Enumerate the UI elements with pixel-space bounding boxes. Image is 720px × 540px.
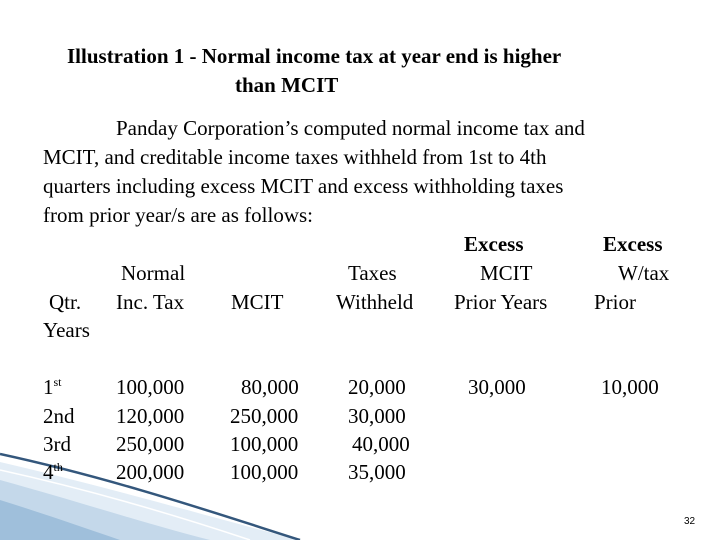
- row-1-quarter: 1st: [43, 375, 62, 399]
- header-excess-wtax-1: Excess: [603, 232, 663, 256]
- row-3-mcit: 100,000: [230, 432, 299, 456]
- row-2-quarter: 2nd: [43, 404, 75, 428]
- header-excess-wtax-3: Prior: [594, 290, 636, 314]
- header-taxes-1: Taxes: [348, 261, 397, 285]
- header-normal-1: Normal: [121, 261, 186, 285]
- row-4-normal: 200,000: [116, 460, 185, 484]
- paragraph-line-3: quarters including excess MCIT and excess withholding taxes: [43, 174, 564, 198]
- row-2-normal: 120,000: [116, 404, 185, 428]
- row-1-excess-wtax: 10,000: [601, 375, 659, 399]
- header-years: Years: [43, 318, 90, 342]
- row-4-quarter: 4th: [43, 460, 63, 484]
- row-1-mcit: 80,000: [241, 375, 299, 399]
- header-taxes-2: Withheld: [336, 290, 414, 314]
- header-excess-mcit-1: Excess: [464, 232, 524, 256]
- row-4-mcit: 100,000: [230, 460, 299, 484]
- row-1-withheld: 20,000: [348, 375, 406, 399]
- paragraph-line-1: Panday Corporation’s computed normal income tax and: [116, 116, 585, 140]
- row-2-mcit: 250,000: [230, 404, 299, 428]
- header-normal-2: Inc. Tax: [116, 290, 185, 314]
- row-4-withheld: 35,000: [348, 460, 406, 484]
- row-3-withheld: 40,000: [352, 432, 410, 456]
- page-number: 32: [684, 516, 696, 527]
- row-3-quarter: 3rd: [43, 432, 71, 456]
- header-excess-mcit-3: Prior Years: [454, 290, 548, 314]
- header-excess-mcit-2: MCIT: [480, 261, 533, 285]
- row-1-excess-mcit: 30,000: [468, 375, 526, 399]
- title-line-1: Illustration 1 - Normal income tax at year end is higher: [67, 44, 562, 68]
- title-line-2: than MCIT: [235, 73, 339, 97]
- row-3-normal: 250,000: [116, 432, 185, 456]
- header-qtr: Qtr.: [49, 290, 82, 314]
- row-2-withheld: 30,000: [348, 404, 406, 428]
- header-excess-wtax-2: W/tax: [618, 261, 670, 285]
- header-mcit: MCIT: [231, 290, 284, 314]
- paragraph-line-2: MCIT, and creditable income taxes withheld from 1st to 4th: [43, 145, 547, 169]
- row-1-normal: 100,000: [116, 375, 185, 399]
- paragraph-line-4: from prior year/s are as follows:: [43, 203, 313, 227]
